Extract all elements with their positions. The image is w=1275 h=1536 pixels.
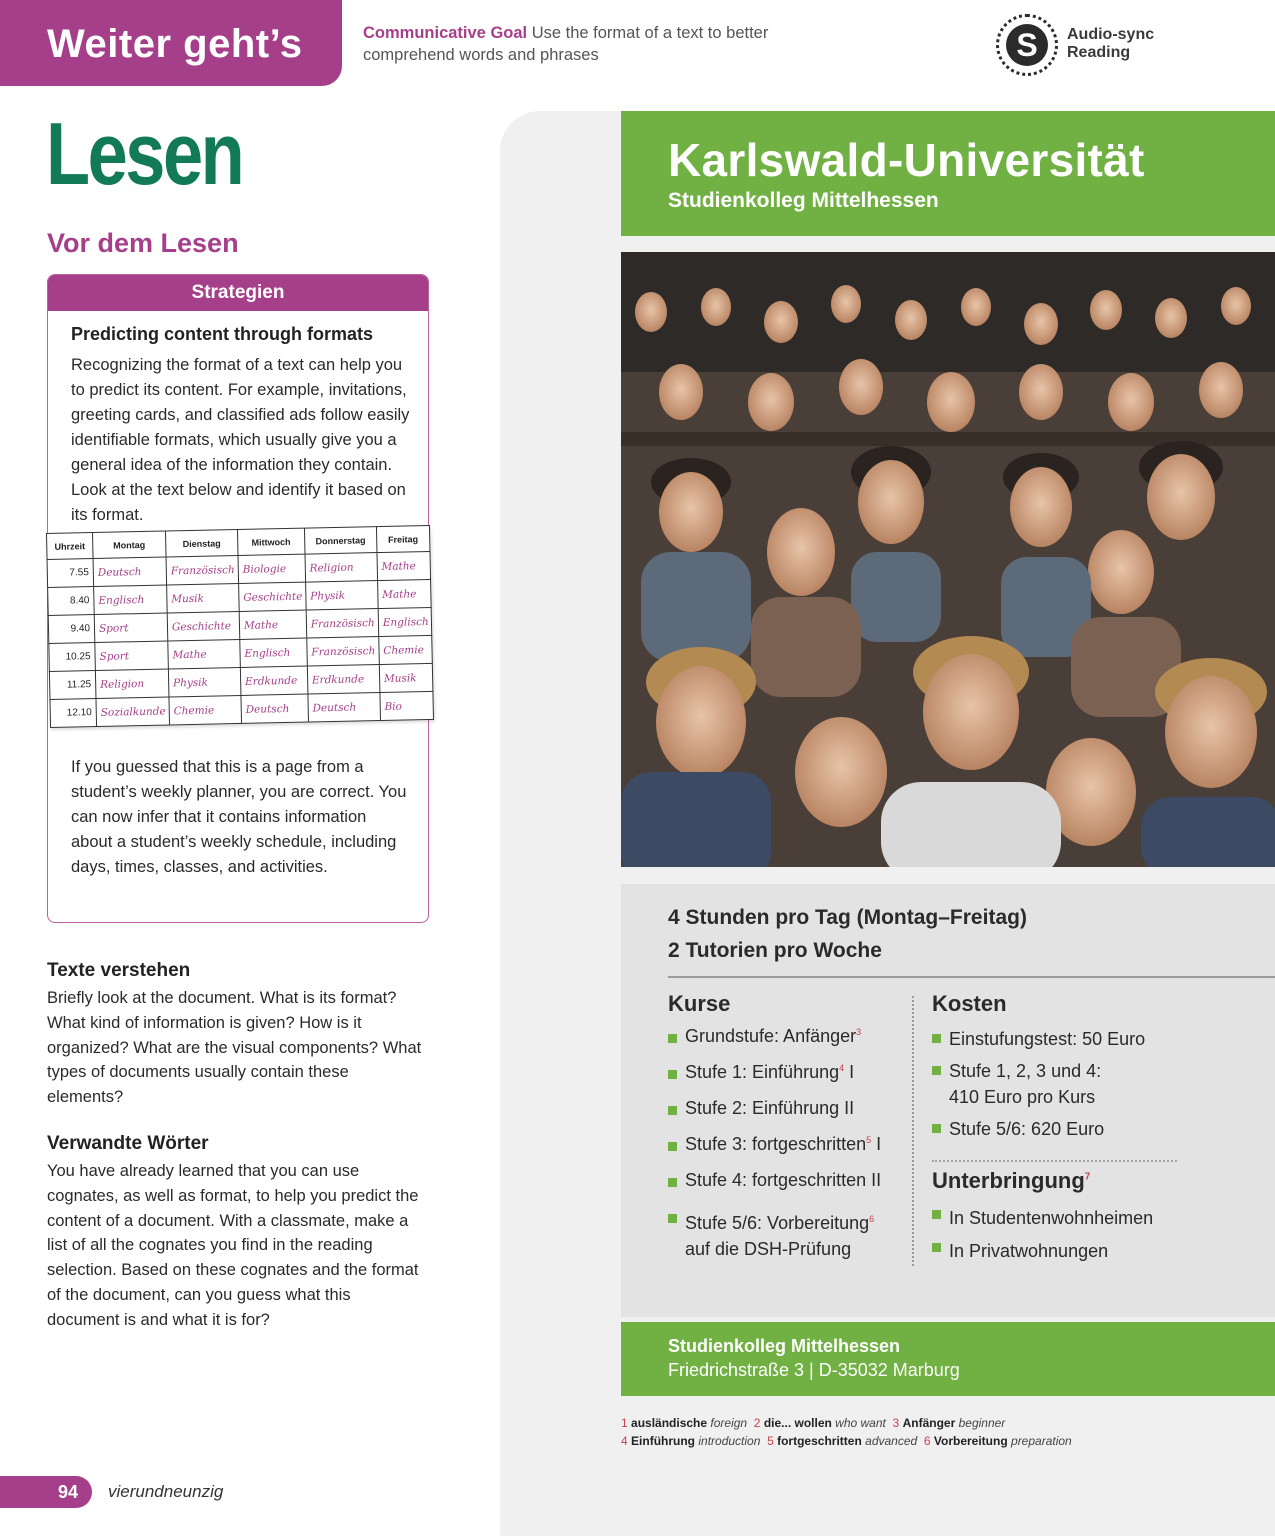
info-divider (668, 976, 1275, 978)
unterbringung-heading: Unterbringung$^7$ (932, 1168, 1091, 1193)
planner-subject: Sozialkunde (96, 697, 169, 727)
planner-subject: Französisch (166, 555, 239, 585)
planner-header-cell: Uhrzeit (47, 533, 94, 560)
list-item: Stufe 4: fortgeschritten II (668, 1170, 898, 1206)
chapter-tab (0, 0, 342, 86)
course-hours (668, 901, 1027, 967)
audio-sync-label: Audio-sync Reading (1067, 26, 1155, 61)
list-item: In Studentenwohnheimen (932, 1202, 1172, 1235)
page-title: Lesen (46, 104, 243, 203)
planner-subject: Sport (94, 613, 167, 643)
planner-subject: Sport (95, 641, 168, 671)
planner-time: 9.40 (48, 615, 95, 644)
planner-subject: Chemie (379, 635, 433, 664)
kosten-list (932, 1026, 1152, 1142)
planner-subject: Deutsch (241, 694, 308, 723)
planner-subject: Mathe (239, 610, 306, 639)
planner-subject: Englisch (240, 638, 307, 667)
list-item: Stufe 5/6: 620 Euro (932, 1116, 1152, 1142)
strategy-body-1: Recognizing the format of a text can help you to predict its content. For example, invitations, greeting cards, and classified ads follow easily identifiable formats, which usually give you a general idea of the information they contain. Look at the text below and identify it based on its format. (71, 356, 410, 524)
planner-subject: Deutsch (93, 557, 166, 587)
document-header (621, 111, 1275, 236)
document-title: Karlswald-Universität (668, 134, 1145, 186)
planner-subject: Englisch (94, 585, 167, 615)
communicative-goal-text: Use the format of a text to better comprehend words and phrases (363, 24, 769, 64)
page-number-word: vierundneunzig (108, 1482, 224, 1501)
communicative-goal-label: Communicative Goal (363, 24, 528, 42)
planner-subject: Physik (168, 667, 241, 697)
planner-subject: Musik (379, 663, 433, 692)
planner-subject: Mathe (168, 639, 241, 669)
planner-subject: Deutsch (308, 693, 381, 723)
list-item: Stufe 2: Einführung II (668, 1098, 898, 1134)
verwandte-woerter-heading: Verwandte Wörter (47, 1133, 209, 1154)
lecture-hall-photo (621, 252, 1275, 867)
course-hours-line-1: 4 Stunden pro Tag (Montag–Freitag) (668, 906, 1027, 929)
planner-subject: Französisch (307, 637, 380, 667)
audio-sync-reading-button[interactable] (996, 14, 1196, 78)
course-info-box (621, 884, 1275, 1317)
strategy-subheading: Predicting content through formats (71, 324, 374, 344)
planner-header-cell: Freitag (376, 525, 430, 552)
planner-subject: Religion (95, 669, 168, 699)
planner-header-cell: Dienstag (165, 529, 238, 557)
verwandte-woerter-body: You have already learned that you can use cognates, as well as format, to help you predict the content of a document. With a classmate, make a list of all the cognates you find in the reading selection. Based on these cognates and the format of the document, can you guess what this document is and what it is for? (47, 1162, 419, 1329)
list-item: In Privatwohnungen (932, 1235, 1172, 1268)
list-item: Grundstufe: Anfänger$^3$ (668, 1026, 898, 1062)
footnote-line: 4 Einführung introduction 5 fortgeschritten advanced 6 Vorbereitung preparation (621, 1434, 1072, 1448)
planner-header-cell: Mittwoch (237, 528, 304, 555)
unterbringung-list (932, 1202, 1172, 1268)
footnotes (621, 1414, 1271, 1450)
planner-time: 10.25 (49, 643, 96, 672)
planner-time: 12.10 (50, 698, 97, 727)
planner-subject: Mathe (377, 579, 431, 608)
list-item: Stufe 3: fortgeschritten$^5$ I (668, 1134, 898, 1170)
document-subtitle: Studienkolleg Mittelhessen (668, 189, 939, 212)
list-item: Stufe 1: Einführung$^4$ I (668, 1062, 898, 1098)
texte-verstehen-body: Briefly look at the document. What is its format? What kind of information is given? How is it organized? What are the visual components? What types of documents usually contain these elements? (47, 989, 422, 1107)
course-hours-line-2: 2 Tutorien pro Woche (668, 939, 882, 962)
strategy-body-2: If you guessed that this is a page from a student’s weekly planner, you are correct. You can now infer that it contains information about a student’s weekly schedule, including days, times, classes, and activities. (71, 758, 407, 876)
kosten-divider (932, 1160, 1177, 1162)
planner-subject: Erdkunde (307, 665, 380, 695)
page-number: 94 (0, 1476, 92, 1508)
list-item: Stufe 5/6: Vorbereitung$^6$ auf die DSH-Prüfung (668, 1206, 893, 1262)
planner-header-cell: Montag (93, 531, 166, 559)
kurse-list (668, 1026, 898, 1262)
planner-subject: Physik (305, 581, 378, 611)
planner-time: 11.25 (49, 670, 96, 699)
planner-subject: Mathe (377, 551, 431, 580)
planner-subject: Französisch (306, 609, 379, 639)
section-heading: Vor dem Lesen (47, 228, 239, 258)
planner-header-cell: Donnerstag (304, 527, 377, 555)
planner-subject: Biologie (238, 554, 305, 583)
address-bar (621, 1322, 1275, 1396)
column-divider (912, 996, 914, 1266)
communicative-goal (363, 22, 783, 66)
planner-subject: Geschichte (239, 582, 306, 611)
address-line-2: Friedrichstraße 3 | D-35032 Marburg (668, 1360, 960, 1380)
list-item: Stufe 1, 2, 3 und 4: 410 Euro pro Kurs (932, 1058, 1132, 1110)
planner-subject: Bio (380, 691, 434, 720)
lecture-hall-illustration (621, 252, 1275, 867)
planner-subject: Musik (167, 583, 240, 613)
footnote-line: 1 ausländische foreign 2 die... wollen who want 3 Anfänger beginner (621, 1416, 1006, 1430)
address-line-1: Studienkolleg Mittelhessen (668, 1336, 901, 1356)
texte-verstehen-heading: Texte verstehen (47, 960, 191, 981)
planner-subject: Englisch (378, 607, 432, 636)
planner-time: 7.55 (47, 559, 94, 588)
chapter-tab-label: Weiter geht’s (47, 22, 303, 66)
kosten-heading: Kosten (932, 991, 1007, 1016)
list-item: Einstufungstest: 50 Euro (932, 1026, 1152, 1052)
weekly-planner (46, 525, 434, 728)
planner-subject: Chemie (169, 695, 242, 725)
strategy-header: Strategien (48, 275, 428, 311)
audio-sync-icon: S (996, 14, 1058, 76)
planner-time: 8.40 (48, 587, 95, 616)
planner-subject: Erdkunde (240, 666, 307, 695)
kurse-heading: Kurse (668, 991, 731, 1016)
planner-subject: Religion (305, 553, 378, 583)
planner-subject: Geschichte (167, 611, 240, 641)
